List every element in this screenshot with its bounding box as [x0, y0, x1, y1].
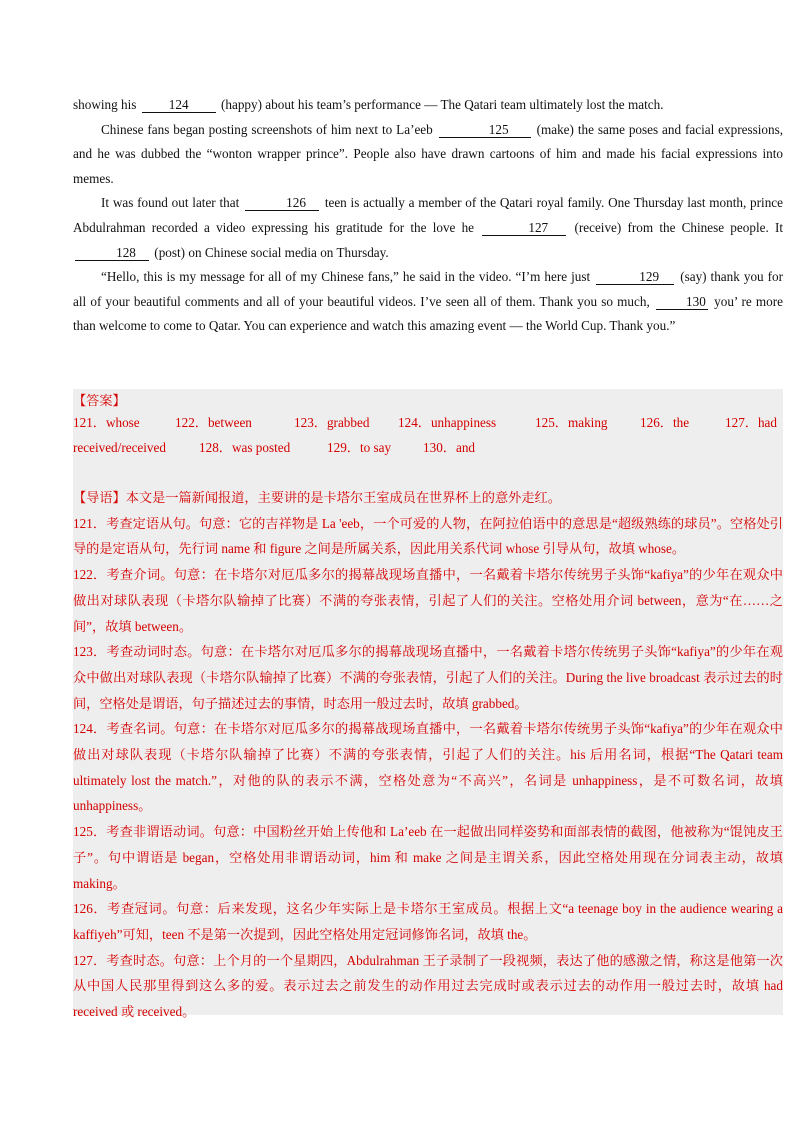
passage-text: Chinese fans began posting screenshots of him next to La’eeb: [101, 121, 433, 137]
answer-item: 130．and: [423, 440, 476, 455]
answer-item: 128．was posted: [199, 440, 291, 455]
blank-130[interactable]: 130: [656, 294, 708, 310]
passage-text: you’ re more than welcome to come to Qatar. You can experience and watch this amazing event — the World Cup. Thank you.”: [73, 293, 784, 334]
passage-text: “Hello, this is my message for all of my Chinese fans,” he said in the video. “I’m here just: [101, 269, 591, 285]
blank-124[interactable]: 124: [142, 97, 216, 113]
passage-paragraph: [73, 191, 783, 265]
blank-129[interactable]: 129: [596, 269, 674, 285]
answer-item: 126．the: [640, 415, 690, 430]
explanation-item: 123．考查动词时态。句意：在卡塔尔对厄瓜多尔的揭幕战现场直播中，一名戴着卡塔尔传统男子头饰“kafiya”的少年在观众中做出对球队表现（卡塔尔队输掉了比赛）不满的夸张表情，引起了人们的关注。During the live broadcast 表示过去的时间，空格处是谓语，句子描述过去的事情，时态用一般过去时，故填 grabbed。: [73, 644, 783, 711]
answer-panel: [73, 389, 783, 1020]
passage-text: (receive) from the Chinese people. It: [574, 219, 784, 235]
passage-paragraph: [73, 118, 783, 192]
passage-paragraph: [73, 93, 783, 118]
answer-item: 123．grabbed: [294, 415, 370, 430]
passage-text: (post) on Chinese social media on Thursday.: [154, 244, 389, 260]
answer-item: received/received: [73, 440, 166, 455]
passage-text: (happy) about his team’s performance — The Qatari team ultimately lost the match.: [220, 97, 664, 112]
answer-title: 【答案】: [73, 393, 126, 408]
passage-text: showing his: [73, 97, 137, 112]
explanation-item: 124．考查名词。句意：在卡塔尔对厄瓜多尔的揭幕战现场直播中，一名戴着卡塔尔传统男子头饰“kafiya”的少年在观众中做出对球队表现（卡塔尔队输掉了比赛）不满的夸张表情，引起了人们的关注。his 后用名词，根据“The Qatari team ultimately lost the match.”，对他的队的表示不满，空格处意为“不高兴”，名词是 unhappiness，是不可数名词，故填 unhappiness。: [73, 721, 783, 814]
answer-item: 124．unhappiness: [398, 415, 497, 430]
passage-paragraph: [73, 265, 783, 339]
explanation-intro: 【导语】本文是一篇新闻报道，主要讲的是卡塔尔王室成员在世界杯上的意外走红。: [73, 490, 561, 505]
blank-125[interactable]: 125: [439, 122, 531, 138]
explanation-item: 121．考查定语从句。句意：它的吉祥物是 La 'eeb，一个可爱的人物，在阿拉伯语中的意思是“超级熟练的球员”。空格处引导的是定语从句，先行词 name 和 figure 之间是所属关系，因此用关系代词 whose 引导从句，故填 whose。: [73, 515, 783, 557]
explanation-list: [73, 485, 783, 1025]
blank-128[interactable]: 128: [75, 245, 149, 261]
answer-item: 125．making: [535, 415, 608, 430]
answer-item: 127．had: [725, 415, 778, 430]
passage-text: teen is actually a member of the Qatari royal family. One Thursday last month, prince Abdulrahman recorded a video expressing his gratitude for the love he: [73, 195, 784, 235]
explanation-item: 126．考查冠词。句意：后来发现，这名少年实际上是卡塔尔王室成员。根据上文“a teenage boy in the audience wearing a kaffiyeh”可知，teen 不是第一次提到，因此空格处用定冠词修饰名词，故填 the。: [73, 901, 783, 942]
answer-item: 121．whose: [73, 415, 140, 430]
blank-127[interactable]: 127: [482, 220, 566, 236]
passage-text: It was found out later that: [101, 195, 240, 211]
passage: [73, 93, 783, 339]
explanation-item: 127．考查时态。句意：上个月的一个星期四，Abdulrahman 王子录制了一段视频，表达了他的感激之情，称这是他第一次从中国人民那里得到这么多的爱。表示过去之前发生的动作用过去完成时或表示过去的动作用一般过去时，故填 had received 或 received。: [73, 952, 783, 1020]
answer-item: 129．to say: [327, 440, 392, 455]
passage-text: (say) thank you for all of your beautiful comments and all of your beautiful videos. I’ve seen all of them. Thank you so much,: [73, 269, 784, 309]
explanation-item: 122．考查介词。句意：在卡塔尔对厄瓜多尔的揭幕战现场直播中，一名戴着卡塔尔传统男子头饰“kafiya”的少年在观众中做出对球队表现（卡塔尔队输掉了比赛）不满的夸张表情，引起了人们的关注。空格处用介词 between，意为“在……之间”，故填 between。: [73, 567, 783, 634]
blank-126[interactable]: 126: [245, 195, 319, 211]
explanation-item: 125．考查非谓语动词。句意：中国粉丝开始上传他和 La’eeb 在一起做出同样姿势和面部表情的截图，他被称为“馄饨皮王子”。句中谓语是 began，空格处用非谓语动词，him 和 make 之间是主谓关系，因此空格处用现在分词表主动，故填 making。: [73, 824, 783, 891]
passage-text: (make) the same poses and facial expressions, and he was dubbed the “wonton wrapper prince”. People also have drawn cartoons of him and made his facial expressions into memes.: [73, 121, 783, 186]
answer-item: 122．between: [175, 415, 252, 430]
